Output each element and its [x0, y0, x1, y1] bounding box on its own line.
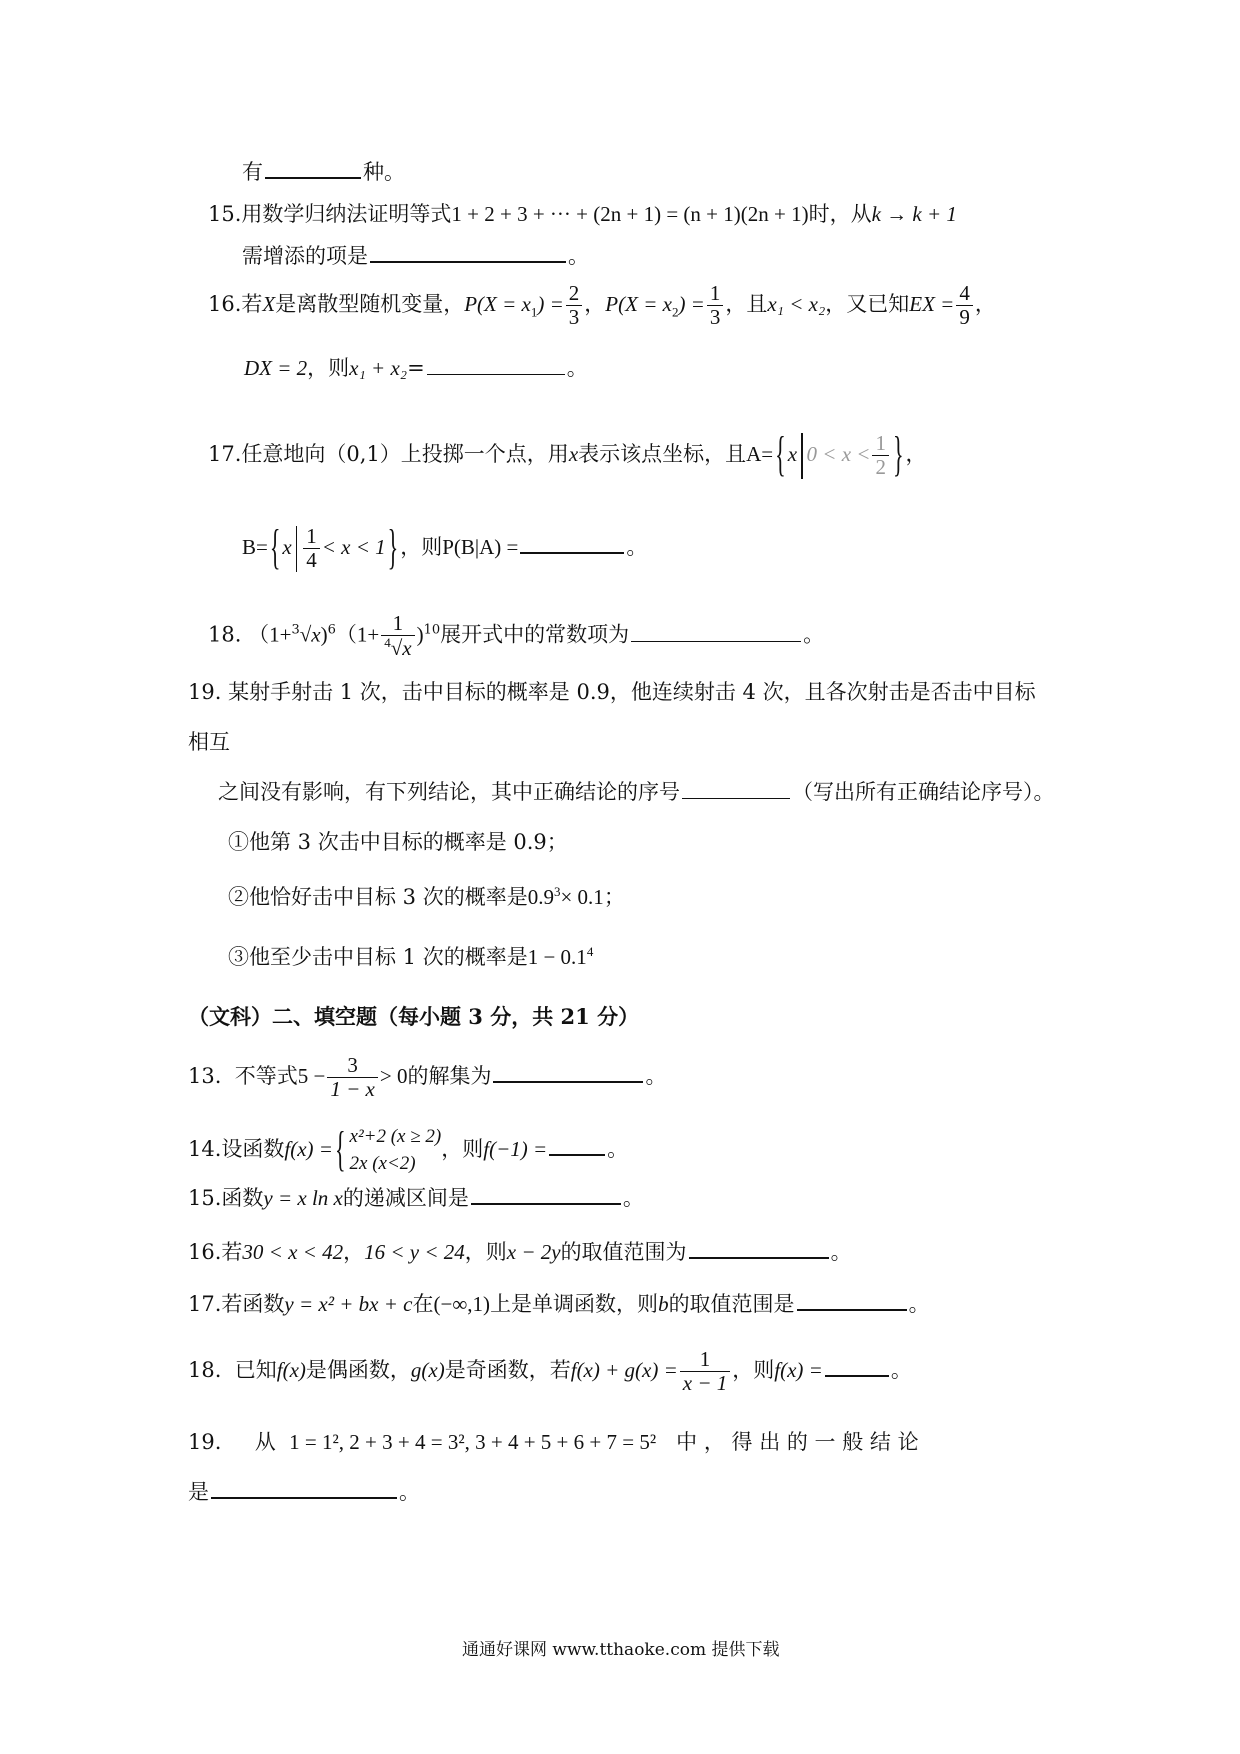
question-text: ，则 [307, 356, 350, 380]
q19-li-line3 [218, 780, 1055, 805]
case-1: x²+2 (x ≥ 2) [349, 1126, 442, 1147]
question-number: 15. [188, 1186, 222, 1210]
answer-blank [689, 1256, 829, 1259]
q15-li-line1 [208, 202, 957, 227]
fraction [956, 282, 973, 329]
set-condition: 0 < x < [806, 442, 871, 467]
q16-li-line1 [208, 282, 996, 329]
punctuation: ， [343, 1240, 365, 1264]
denominator: 9 [956, 305, 973, 329]
section-title [188, 1004, 639, 1029]
question-text: 上是单调函数，则 [490, 1292, 659, 1316]
continuation-tail: 种。 [363, 160, 405, 184]
w16-line [188, 1240, 852, 1265]
punctuation: 。 [626, 535, 648, 560]
question-text: 若 [221, 1240, 243, 1264]
question-text: 需增添的项是 [242, 244, 368, 268]
q18-li-line [208, 612, 824, 660]
brace-close: } [892, 426, 904, 482]
exponent: 10 [423, 622, 441, 638]
punctuation: ， [584, 292, 606, 317]
fraction [566, 282, 583, 329]
question-text: 时，从 [808, 202, 872, 226]
punctuation: 。 [607, 1137, 629, 1162]
denominator: 1 − x [327, 1077, 378, 1101]
math-var: x [568, 442, 579, 467]
function-name: g(x) [410, 1358, 445, 1383]
fraction [680, 1348, 731, 1395]
answer-blank [427, 373, 565, 375]
q19-option-3 [228, 944, 593, 970]
numerator: 3 [347, 1053, 358, 1077]
w18-line [188, 1348, 912, 1395]
root-index: 3 [291, 622, 300, 638]
question-text: ，又已知 [825, 292, 910, 317]
paren-close: ) [416, 622, 424, 647]
interval: (−∞,1) [433, 1292, 491, 1316]
punctuation: 。 [645, 1064, 667, 1089]
math-value: 0.9 [527, 885, 554, 909]
set-label: B= [242, 535, 268, 560]
math-expr: f(x) = [774, 1358, 823, 1383]
math-var: X [262, 292, 276, 317]
fraction [707, 282, 724, 329]
question-number: 13. [188, 1064, 222, 1089]
question-text: 是 [188, 1480, 209, 1504]
prob-expr: P(X = x [605, 292, 672, 317]
answer-blank [825, 1374, 889, 1377]
subscript: 2 [671, 304, 679, 320]
option-text: ③他至少击中目标 1 次的概率是 [228, 945, 528, 969]
piecewise-cases [350, 1124, 442, 1177]
math-var: b [658, 1292, 669, 1316]
radicand: x [311, 622, 321, 647]
set-bar [801, 433, 803, 479]
numerator: 1 [699, 1347, 711, 1371]
radicand: x [402, 636, 412, 661]
fraction [327, 1054, 378, 1101]
denominator: 4 [303, 548, 320, 572]
question-text: 已知 [234, 1358, 277, 1383]
fraction [872, 432, 889, 479]
question-text: ，且 [725, 292, 768, 317]
punctuation: 。 [908, 1292, 930, 1316]
function-expr: y = x ln x [263, 1186, 343, 1210]
question-text: 表示该点坐标，且 [578, 442, 747, 467]
punctuation: ， [905, 442, 927, 467]
question-text: 的取值范围是 [668, 1292, 795, 1316]
denominator: 3 [566, 305, 583, 329]
denominator: 3 [707, 305, 724, 329]
question-text: 是奇函数，若 [444, 1358, 571, 1383]
question-text: 用数学归纳法证明等式 [241, 202, 452, 226]
prob-expr: ) = [678, 292, 705, 317]
question-text: ，则 [464, 1240, 507, 1264]
radical-icon: √ [390, 636, 403, 661]
root-index: 4 [384, 635, 391, 651]
math-ex: EX = [909, 292, 955, 317]
q15-li-line2 [242, 244, 589, 269]
question-text: （写出所有正确结论序号）。 [792, 780, 1055, 804]
brace-open: { [775, 426, 786, 482]
question-text: 若 [241, 292, 263, 317]
question-text: 的取值范围为 [560, 1240, 687, 1264]
answer-blank [631, 640, 801, 642]
math-sum: x₁ + x₂ [349, 356, 408, 380]
subscript: 1 [530, 304, 538, 320]
punctuation: 。 [568, 244, 589, 268]
punctuation: 。 [399, 1480, 420, 1504]
prob-expr: P(X = x [464, 292, 531, 317]
w14-line [188, 1121, 629, 1177]
question-number: 17. [188, 1292, 222, 1316]
numerator: 1 [306, 524, 317, 548]
question-number: 17. [208, 442, 242, 467]
w13-line [188, 1054, 666, 1101]
question-number: 14. [188, 1137, 222, 1162]
question-number: 19. [188, 1430, 222, 1454]
question-text: 的解集为 [407, 1064, 492, 1089]
punctuation: 。 [830, 1240, 852, 1264]
math-dx: DX = 2 [244, 356, 308, 380]
denominator: 2 [872, 455, 889, 479]
function-expr: y = x² + bx + c [284, 1292, 413, 1316]
math-expr: > 0 [379, 1064, 408, 1089]
question-text: 在 [412, 1292, 434, 1316]
cond-prob: P(B|A) = [442, 535, 519, 560]
punctuation: 。 [566, 356, 588, 380]
w19-line1 [188, 1430, 919, 1455]
brace-open: { [334, 1121, 346, 1177]
question-text: 函数 [221, 1186, 264, 1210]
question-text: 的递减区间是 [342, 1186, 469, 1210]
math-step: k → k + 1 [871, 202, 957, 226]
q19-option-1 [228, 830, 568, 855]
fraction [381, 612, 414, 660]
math-cond: x₁ < x₂ [767, 292, 826, 317]
question-text: 中 ， 得 出 的 一 般 结 论 [676, 1430, 919, 1454]
question-text: 19. 某射手射击 1 次，击中目标的概率是 0.9，他连续射击 4 次，且各次射击是否击中目标 [188, 680, 1036, 704]
question-text: 从 [254, 1430, 276, 1454]
numerator: 1 [875, 431, 886, 455]
denominator [381, 635, 414, 660]
question-text: 之间没有影响，有下列结论，其中正确结论的序号 [218, 780, 680, 804]
question-number: 15. [208, 202, 242, 226]
math-value: 1 − 0.1 [527, 945, 587, 969]
option-text: ①他第 3 次击中目标的概率是 0.9； [228, 830, 568, 854]
radical-icon: √ [299, 622, 312, 647]
answer-blank [493, 1080, 643, 1083]
question-text: 是偶函数， [305, 1358, 411, 1383]
exponent: 6 [327, 622, 336, 638]
numerator: 2 [568, 281, 580, 305]
brace-close: } [387, 519, 399, 575]
q17-li-line1 [208, 426, 927, 482]
section-title-text: （文科）二、填空题（每小题 3 分，共 21 分） [188, 1004, 640, 1029]
question-text: 是离散型随机变量， [275, 292, 465, 317]
continuation-text: 有 [242, 160, 263, 184]
paren-close: ) [320, 622, 328, 647]
numerator: 4 [959, 281, 970, 305]
math-cond: 16 < y < 24 [364, 1240, 465, 1264]
numerator: 1 [392, 611, 404, 635]
brace-open: { [269, 519, 281, 575]
question-text: ，则 [441, 1137, 484, 1162]
set-label: A= [746, 442, 774, 467]
question-text: 展开式中的常数项为 [440, 622, 630, 647]
binomial-a: （1+ [248, 622, 292, 647]
footer-text: 通通好课网 www.tthaoke.com 提供下载 [462, 1640, 780, 1660]
answer-blank [471, 1202, 621, 1205]
math-series: 1 = 1², 2 + 3 + 4 = 3², 3 + 4 + 5 + 6 + 7 = 5² [289, 1430, 657, 1454]
q19-li-line2 [188, 730, 230, 755]
set-bar [296, 526, 298, 572]
answer-blank [682, 797, 790, 799]
w17-line [188, 1292, 930, 1317]
function-eval: f(−1) = [483, 1137, 548, 1162]
case-2: 2x (x<2) [349, 1152, 416, 1174]
denominator: x − 1 [680, 1371, 731, 1395]
math-expr: f(x) + g(x) = [570, 1358, 678, 1383]
punctuation: 。 [803, 622, 825, 647]
option-text: ②他恰好击中目标 3 次的概率是 [228, 885, 528, 909]
math-expr: x − 2y [506, 1240, 561, 1264]
question-text: 若函数 [221, 1292, 285, 1316]
function-name: f(x) = [284, 1137, 333, 1162]
fraction [303, 525, 320, 572]
equals: = [407, 356, 425, 380]
question-number: 18. [188, 1358, 222, 1383]
math-value: × 0.1 [560, 885, 604, 909]
punctuation: 。 [622, 1186, 644, 1210]
answer-blank [370, 260, 566, 263]
math-cond: 30 < x < 42 [242, 1240, 344, 1264]
set-condition: < x < 1 [321, 535, 386, 560]
binomial-b: （1+ [335, 622, 380, 647]
question-text: 任意地向（0,1）上投掷一个点，用 [241, 442, 569, 467]
question-number: 18. [208, 622, 242, 647]
question-text: 设函数 [221, 1137, 285, 1162]
exponent: 3 [553, 884, 561, 899]
q19-li-line1 [188, 680, 1036, 705]
question-text: ，则 [400, 535, 443, 560]
page-footer [462, 1640, 779, 1660]
equation: 1 + 2 + 3 + ··· + (2n + 1) = (n + 1)(2n + 1) [451, 202, 809, 226]
q19-option-2 [228, 884, 625, 910]
math-var: x [787, 442, 798, 467]
q16-li-line2 [244, 356, 588, 381]
numerator: 1 [709, 281, 721, 305]
punctuation: 。 [890, 1358, 912, 1383]
continuation-line [242, 160, 405, 185]
answer-blank [211, 1496, 397, 1499]
answer-blank [549, 1153, 605, 1156]
question-text: 不等式 [234, 1064, 298, 1089]
answer-blank [797, 1308, 907, 1311]
question-text: ，则 [732, 1358, 775, 1383]
question-number: 16. [208, 292, 242, 317]
exponent: 4 [586, 944, 594, 959]
answer-blank [265, 176, 361, 179]
question-text: 相互 [188, 730, 230, 754]
punctuation: ， [974, 292, 996, 317]
punctuation: ； [603, 885, 625, 909]
q17-li-line2 [242, 519, 648, 575]
function-name: f(x) [276, 1358, 306, 1383]
math-expr: 5 − [297, 1064, 326, 1089]
w15-line [188, 1186, 644, 1211]
prob-expr: ) = [537, 292, 564, 317]
question-number: 16. [188, 1240, 222, 1264]
w19-line2 [188, 1480, 420, 1505]
answer-blank [520, 551, 624, 554]
math-var: x [282, 535, 292, 560]
